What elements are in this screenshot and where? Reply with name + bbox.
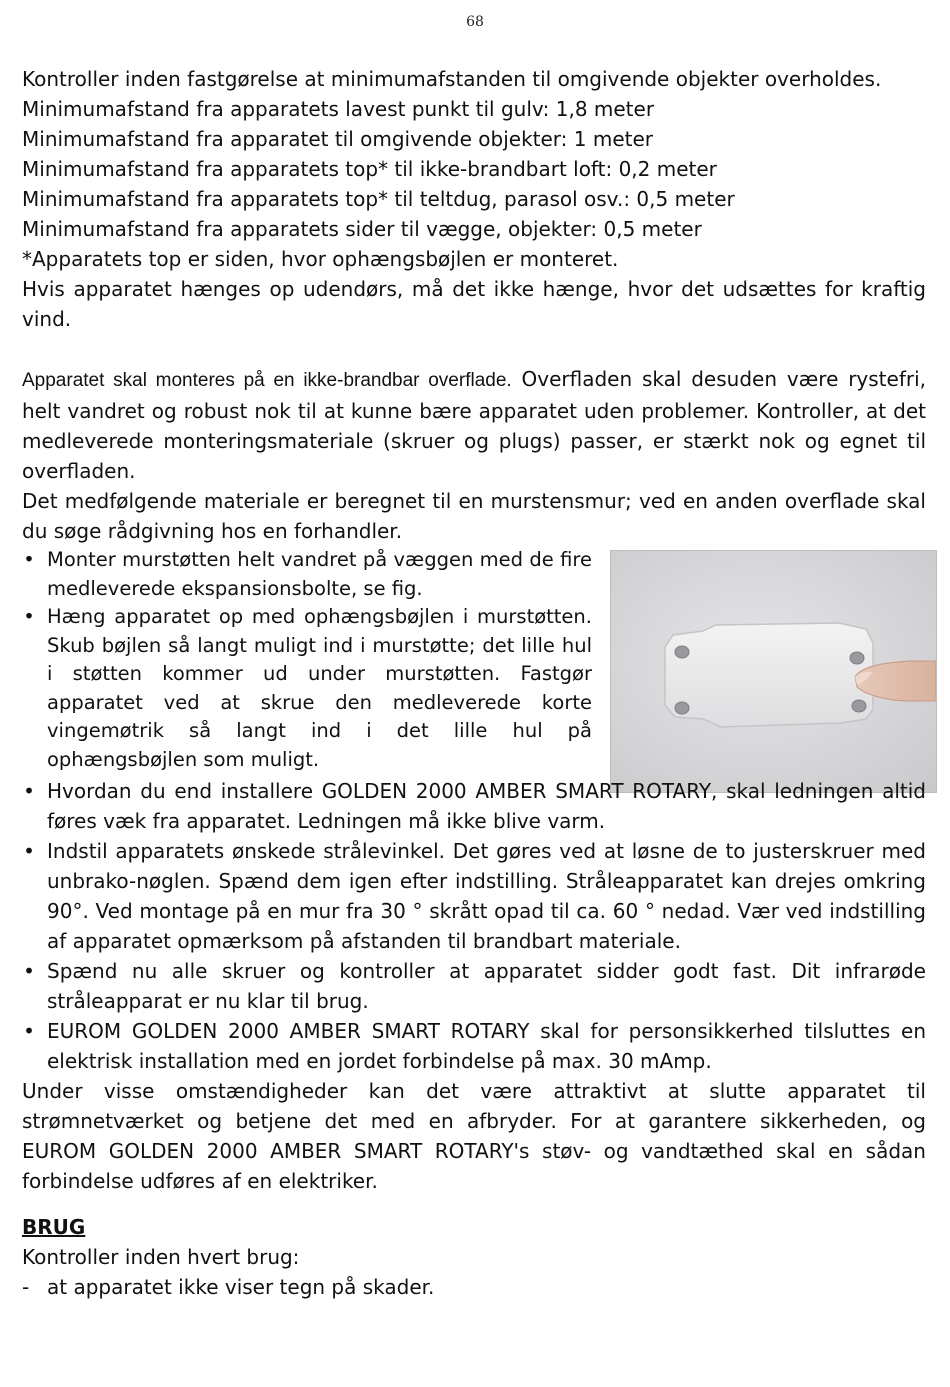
bullet-icon: •	[23, 548, 35, 571]
mounting-lead-rest: Overfladen skal desuden være rystefri, helt vandret og robust nok til at kunne bære apparatet uden problemer. Kontroller, at det medleverede monteringsmateriale (skruer og plugs) passer, er stærkt nok og egnet til overfladen.	[22, 367, 926, 483]
clearance-line: Minimumafstand fra apparatets sider til vægge, objekter: 0,5 meter	[22, 217, 702, 241]
clearance-line: Minimumafstand fra apparatets top* til ikke-brandbart loft: 0,2 meter	[22, 157, 717, 181]
switch-note: Under visse omstændigheder kan det være attraktivt at slutte apparatet til strømnetværket og betjene det med en afbryder. For at garantere sikkerheden, og EUROM GOLDEN 2000 AMBER SMART ROTARY's støv- og vandtæthed skal en sådan forbindelse udføres af en elektriker.	[22, 1079, 926, 1193]
list-item: • Indstil apparatets ønskede strålevinkel. Det gøres ved at løsne de to justerskruer med unbrako-nøglen. Spænd dem igen efter indstilling. Stråleapparatet kan drejes omkring 90°. Ved montage på en mur fra 30 ° skrått opad til ca. 60 ° nedad. Vær ved indstilling af apparatet opmærksom på afstanden til brandbart materiale.	[22, 836, 926, 956]
list-item: • Monter murstøtten helt vandret på væggen med de fire medleverede ekspansionsbolte, se fig.	[23, 548, 592, 600]
installation-list	[22, 776, 926, 1076]
list-item: • Hæng apparatet op med ophængsbøjlen i murstøtten. Skub bøjlen så langt muligt ind i murstøtte; det lille hul i støtten kommer ud under murstøtten. Fastgør apparatet ved at skrue den medleverede korte vingemøtrik så langt ind i det lille hul på ophængsbøjlen som muligt.	[23, 605, 592, 771]
bullet-icon: •	[23, 839, 35, 863]
bullet-icon: •	[23, 959, 35, 983]
mounting-lead: Apparatet skal monteres på en ikke-brandbar overflade.	[22, 370, 512, 391]
bracket-hole	[852, 700, 866, 712]
list-item: • Hvordan du end installere GOLDEN 2000 AMBER SMART ROTARY, skal ledningen altid føres væk fra apparatet. Ledningen må ikke blive varm.	[22, 776, 926, 836]
list-item: • Spænd nu alle skruer og kontroller at apparatet sidder godt fast. Dit infrarøde stråleapparat er nu klar til brug.	[22, 956, 926, 1016]
mounting-bracket	[665, 623, 873, 727]
bracket-with-finger-illustration	[611, 551, 936, 792]
list-item: - at apparatet ikke viser tegn på skader.	[22, 1272, 926, 1302]
page-content	[22, 64, 926, 1302]
list-item: • EUROM GOLDEN 2000 AMBER SMART ROTARY skal for personsikkerhed tilsluttes en elektrisk installation med en jordet forbindelse på max. 30 mAmp.	[22, 1016, 926, 1076]
material-note: Det medfølgende materiale er beregnet til en murstensmur; ved en anden overflade skal du søge rådgivning hos en forhandler.	[22, 489, 926, 543]
dash-icon: -	[22, 1275, 30, 1299]
wall-bracket-photo	[610, 550, 937, 793]
outdoor-note: Hvis apparatet hænges op udendørs, må det ikke hænge, hvor det udsættes for kraftig vind.	[22, 277, 926, 331]
mounting-paragraph	[22, 364, 926, 486]
mounting-steps-list	[22, 546, 592, 774]
bracket-hole	[850, 652, 864, 664]
bullet-icon: •	[23, 1019, 35, 1043]
bullet-icon: •	[23, 779, 35, 803]
section-heading-usage: BRUG	[22, 1215, 86, 1239]
clearance-line: Minimumafstand fra apparatets top* til teltdug, parasol osv.: 0,5 meter	[22, 187, 735, 211]
bullet-icon: •	[23, 605, 35, 628]
bracket-hole	[675, 702, 689, 714]
mounting-steps-section	[22, 546, 926, 771]
clearance-footnote: *Apparatets top er siden, hvor ophængsbøjlen er monteret.	[22, 247, 619, 271]
page-number: 68	[466, 14, 484, 30]
clearance-line: Minimumafstand fra apparatet til omgivende objekter: 1 meter	[22, 127, 654, 151]
clearance-intro: Kontroller inden fastgørelse at minimumafstanden til omgivende objekter overholdes.	[22, 67, 882, 91]
bracket-hole	[675, 646, 689, 658]
usage-intro: Kontroller inden hvert brug:	[22, 1245, 300, 1269]
clearance-line: Minimumafstand fra apparatets lavest punkt til gulv: 1,8 meter	[22, 97, 655, 121]
